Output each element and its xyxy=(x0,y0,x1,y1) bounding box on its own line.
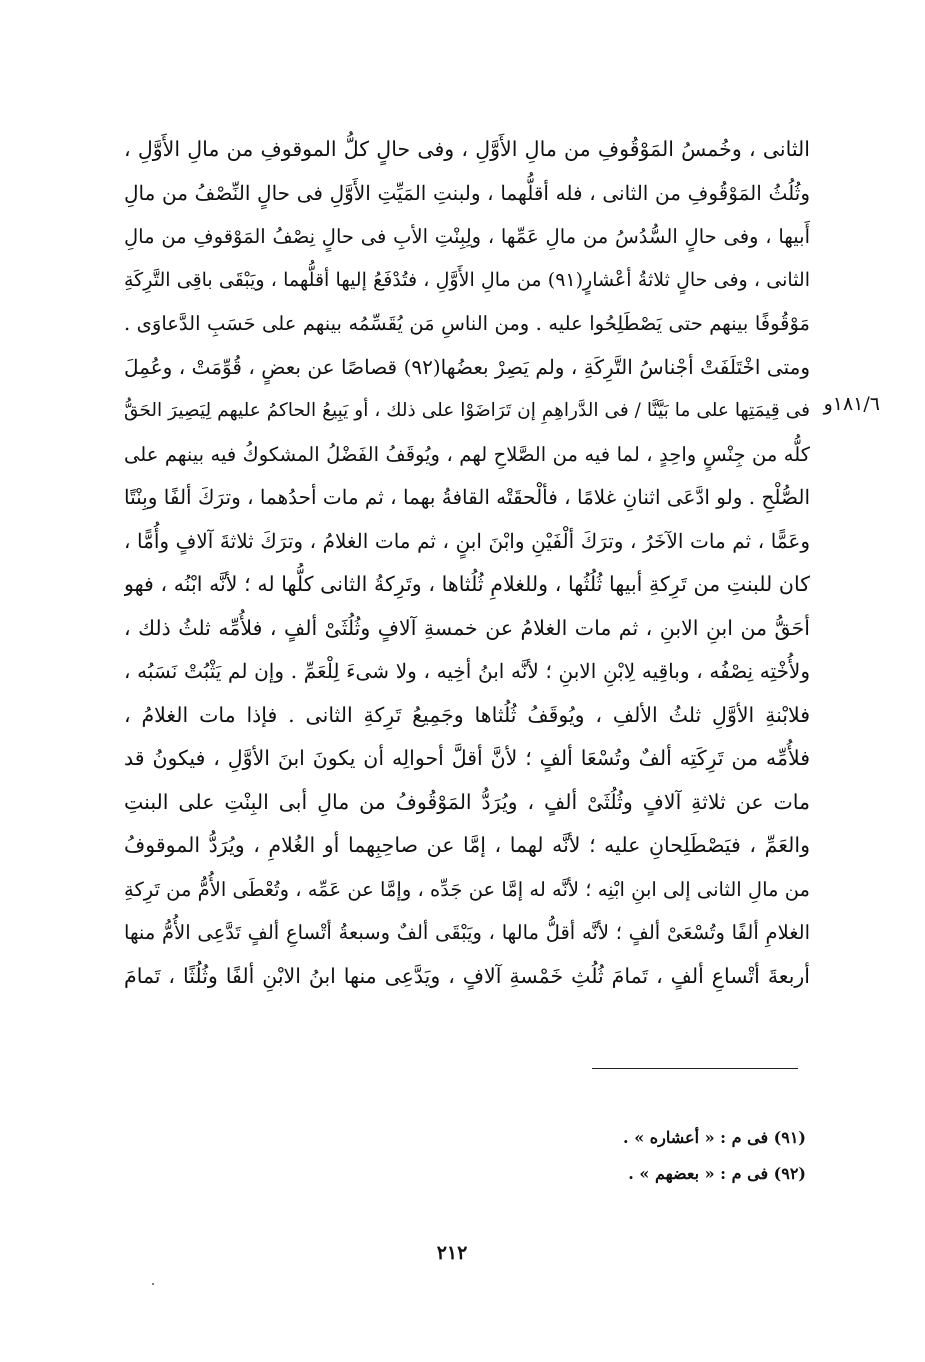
main-text-block xyxy=(124,128,810,998)
page-number: ٢١٢ xyxy=(436,1242,468,1264)
text-line: الثانى ، وفى حالٍ ثلاثةُ أعْشارٍ(٩١) من مالِ الأَوَّلِ ، فتُدْفَعُ إليها أقلُّهما ، ويَبْقَى باقِى التَّرِكَةِ xyxy=(124,268,810,291)
text-line: ومتى اخْتَلَفَتْ أجْناسُ التَّرِكَةِ ، ولم يَصِرْ بعضُها(٩٢) قصاصًا عن بعضٍ ، قُوِّمَتْ ، وعُمِلَ xyxy=(124,354,810,379)
text-line: أربعةَ أتْساعِ ألفٍ ، تَمامَ ثُلُثِ خَمْسةِ آلافٍ ، ويَدَّعِى منها ابنُ الابْنِ ألفًا وثُلُثًا ، تَمامَ xyxy=(124,963,810,988)
text-line: وعَمًّا ، ثم مات الآخَرُ ، وترَكَ ألْفَيْنِ وابْنَ ابنٍ ، ثم مات الغلامُ ، وترَكَ ثلاثةَ آلافٍ وأُمًّا ، xyxy=(124,528,810,553)
text-line: وثُلُثُ المَوْقُوفِ من الثانى ، فله أقلُّهما ، ولبنتِ المَيِّتِ الأَوَّلِ فى حالٍ النِّصْفُ من مالِ xyxy=(124,180,810,205)
text-line: والعَمِّ ، فيَصْطَلِحانِ عليه ؛ لأنَّه لهما ، إمَّا عن صاحِبِهما أو الغُلامِ ، ويُرَدُّ الموقوفُ xyxy=(124,833,810,857)
footnotes-block xyxy=(440,1120,806,1192)
text-line: أَبيها ، وفى حالٍ السُّدُسُ من مالِ عَمِّها ، ولِبِنْتِ الأبِ فى حالٍ نِصْفُ المَوْقوفِ من مالِ xyxy=(124,225,810,248)
text-line: الثانى ، وخُمسُ المَوْقُوفِ من مالِ الأَوَّلِ ، وفى حالٍ كلُّ الموقوفِ من مالِ الأَوَّلِ ، xyxy=(124,137,810,161)
text-line: مَوْقُوفًا بينهم حتى يَصْطَلِحُوا عليه . ومن الناسِ مَن يُقَسِّمُه بينهم على حَسَبِ الدَّعاوَى . xyxy=(124,312,810,335)
text-line: مات عن ثلاثةِ آلافٍ وثُلُثَىْ ألفٍ ، ويُرَدُّ المَوْقُوفُ من مالِ أبى البِنْتِ على البنتِ xyxy=(124,789,810,814)
text-line: الصُّلْحِ . ولو ادَّعَى اثنانِ غلامًا ، فألْحقَتْه القافةُ بهما ، ثم مات أحدُهما ، وترَكَ ألفًا وبِنْتًا xyxy=(124,485,810,509)
text-line: كلُّه من جِنْسٍ واحِدٍ ، لما فيه من الصَّلاحِ لهم ، ويُوقَفُ الفَضْلُ المشكوكُ فيه بينهم على xyxy=(124,442,810,466)
text-line: كان للبنتِ من تَرِكةِ أبيها ثُلُثُها ، وللغلامِ ثُلُثاها ، وتَرِكةُ الثانى كلُّها له ؛ لأنَّه ابْنُه ، فهو xyxy=(124,572,810,596)
scan-speck xyxy=(152,1283,154,1285)
text-line: أحَقُّ من ابنِ الابنِ ، ثم مات الغلامُ عن خمسةِ آلافٍ وثُلُثَىْ ألفٍ ، فلأُمِّه ثلثُ ذلك ، xyxy=(124,615,810,640)
margin-folio-note: ١٨١/٦و xyxy=(823,393,880,415)
text-line: الغلامِ ألفًا وتُسْعَىْ ألفٍ ؛ لأنَّه أقلُّ مالها ، ويَبْقَى ألفٌ وسبعةُ أتْساعِ ألفٍ تَدَّعِى الأُمُّ منها xyxy=(124,921,810,944)
footnote-divider xyxy=(592,1068,798,1069)
footnote: (٩٢) فى م : « بعضهم » . xyxy=(628,1164,806,1183)
footnote: (٩١) فى م : « أعشاره » . xyxy=(623,1128,806,1147)
text-line: فلأُمِّه من تَرِكَتِه ألفٌ وتُسْعَا ألفٍ ؛ لأنَّ أقلَّ أحوالِه أن يكونَ ابنَ الأوَّلِ ، فيكونُ قد xyxy=(124,746,810,770)
text-line: من مالِ الثانى إلى ابنِ ابْنِه ؛ لأنَّه له إمَّا عن جَدِّه ، وإمَّا عن عَمِّه ، وتُعْطَى الأُمُّ من تَرِكةِ xyxy=(124,877,810,901)
text-line: فى قِيمَتِها على ما بَيَّنَّا / فى الدَّراهِمِ إن تَرَاضَوْا على ذلك ، أو يَبِيعُ الحاكمُ عليهم لِيَصِيرَ الحَقُّ xyxy=(124,400,810,421)
text-line: فلابْنةِ الأوَّلِ ثلثُ الألفِ ، ويُوقَفُ ثُلُثاها وجَمِيعُ تَرِكةِ الثانى . فإذا مات الغلامُ ، xyxy=(124,702,810,727)
text-line: ولأُخْتِه نِصْفُه ، وباقِيه لِابْنِ الابنِ ؛ لأنَّه ابنُ أخِيه ، ولا شىءَ لِلْعَمِّ . وإن لم يَثْبُتْ نَسَبُه ، xyxy=(124,659,810,683)
